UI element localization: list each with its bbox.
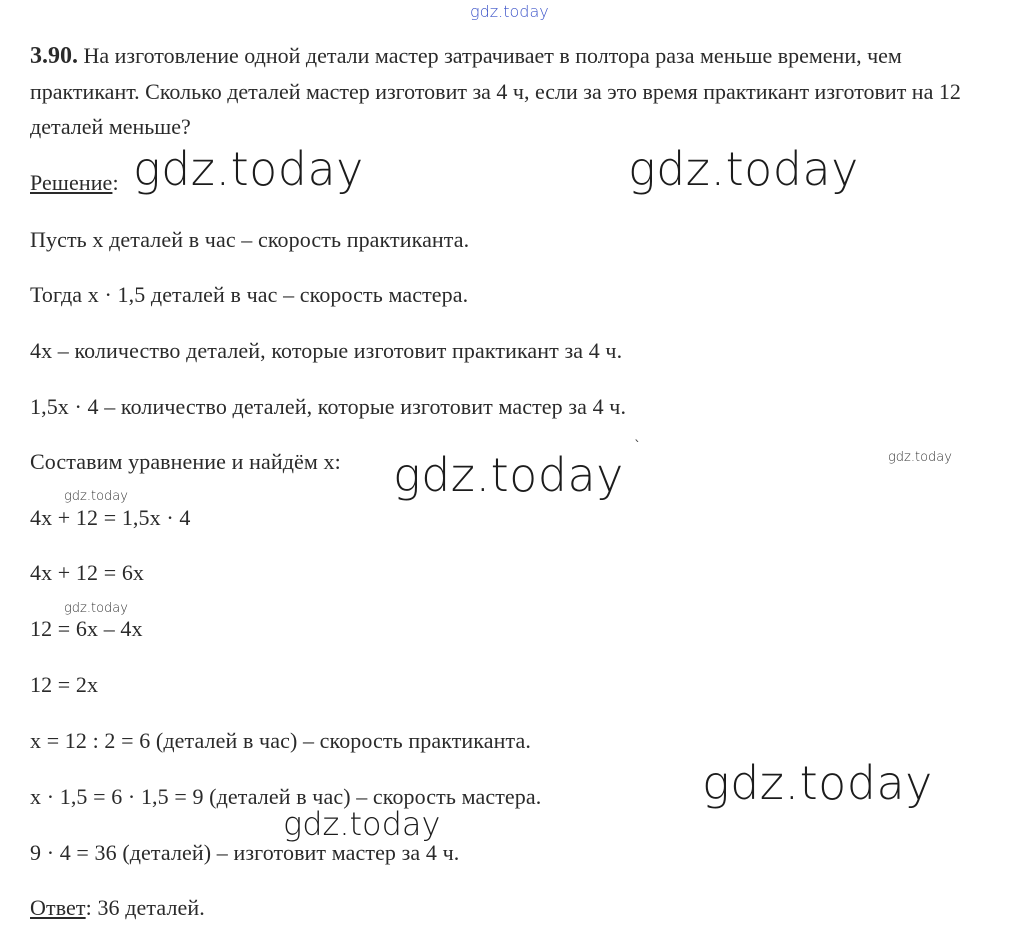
solution-line-1: Пусть x деталей в час – скорость практиканта. bbox=[30, 227, 470, 252]
problem-text: На изготовление одной детали мастер затрачивает в полтора раза меньше времени, чем практикант. Сколько деталей мастер изготовит за 4 ч, если за это время практикант изготовит на 12 деталей меньше? bbox=[30, 43, 961, 139]
watermark-large-1: gdz.today bbox=[133, 142, 364, 196]
solution-line-result-2: x · 1,5 = 6 · 1,5 = 9 (деталей в час) – скорость мастера. bbox=[30, 784, 542, 809]
answer-label: Ответ bbox=[30, 895, 86, 920]
solution-label-colon: : bbox=[112, 170, 119, 195]
equation-2: 4x + 12 = 6x bbox=[30, 560, 145, 585]
equation-3: 12 = 6x – 4x bbox=[30, 616, 143, 641]
watermark-small-right: gdz.today bbox=[888, 450, 952, 465]
solution-line-4: 1,5x · 4 – количество деталей, которые изготовит мастер за 4 ч. bbox=[30, 394, 627, 419]
watermark-medium: gdz.today bbox=[283, 805, 441, 843]
watermark-large-3: gdz.today bbox=[393, 448, 624, 502]
problem-statement bbox=[30, 38, 1015, 144]
watermark-small-eq1: gdz.today bbox=[64, 489, 128, 504]
watermark-large-4: gdz.today bbox=[702, 756, 933, 810]
solution-line-result-1: x = 12 : 2 = 6 (деталей в час) – скорость практиканта. bbox=[30, 728, 531, 753]
equation-4: 12 = 2x bbox=[30, 672, 99, 697]
speck-mark: ` bbox=[634, 439, 641, 455]
watermark-large-2: gdz.today bbox=[628, 142, 859, 196]
answer-text: : 36 деталей. bbox=[85, 895, 205, 920]
answer bbox=[30, 897, 205, 919]
watermark-small-eq3: gdz.today bbox=[64, 601, 128, 616]
problem-number: 3.90. bbox=[30, 43, 78, 69]
solution-line-5: Составим уравнение и найдём x: bbox=[30, 449, 341, 474]
watermark-top: gdz.today bbox=[470, 2, 549, 21]
solution-heading bbox=[30, 172, 119, 194]
solution-line-3: 4x – количество деталей, которые изготовит практикант за 4 ч. bbox=[30, 338, 623, 363]
solution-line-result-3: 9 · 4 = 36 (деталей) – изготовит мастер за 4 ч. bbox=[30, 840, 460, 865]
equation-1: 4x + 12 = 1,5x · 4 bbox=[30, 505, 191, 530]
solution-label: Решение bbox=[30, 170, 113, 195]
solution-line-2: Тогда x · 1,5 деталей в час – скорость мастера. bbox=[30, 282, 469, 307]
